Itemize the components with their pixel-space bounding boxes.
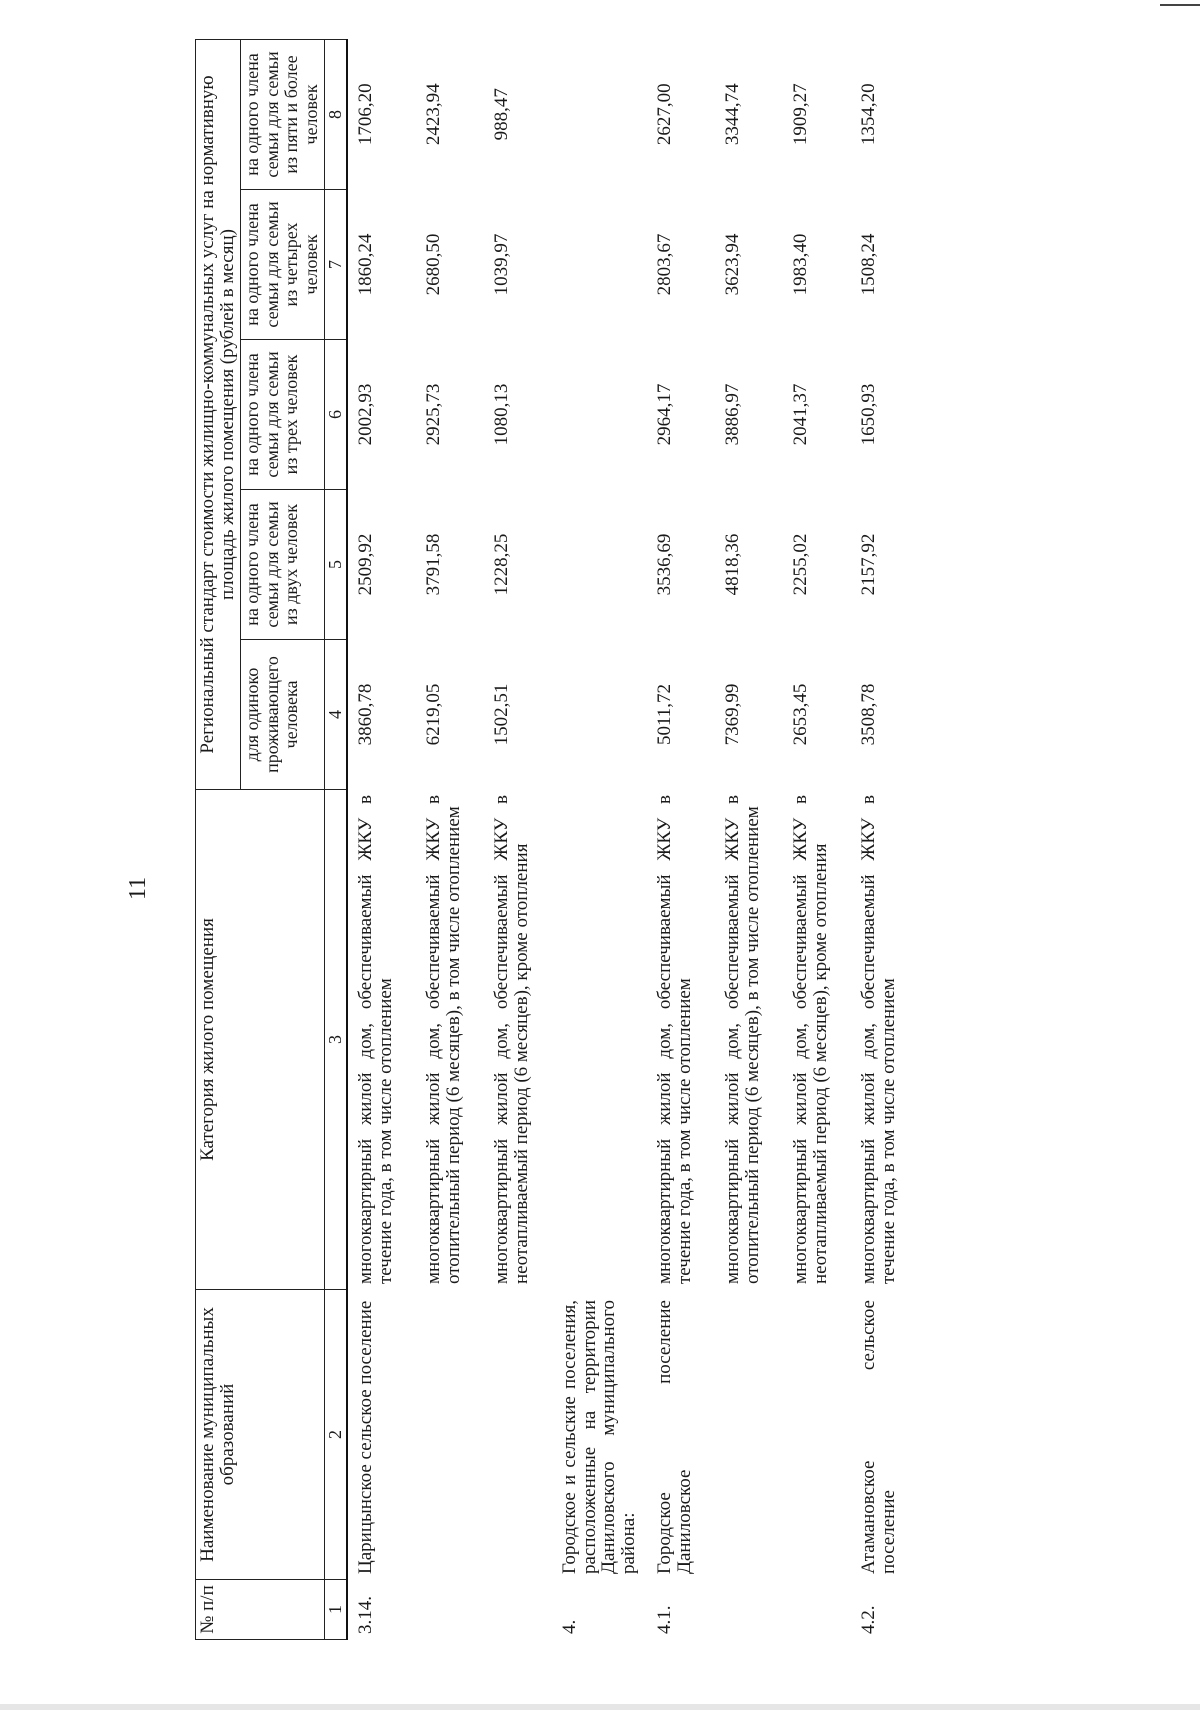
value-cell: 3536,69 [654, 533, 676, 596]
value-cell: 1080,13 [490, 383, 512, 446]
housing-category: многоквартирный жилой дом, обеспечиваемый ЖКУ в неотапливаемый период (6 месяцев), кроме отопления [490, 795, 532, 1284]
housing-category: многоквартирный жилой дом, обеспечиваемый ЖКУ в отопительный период (6 месяцев), в том числе отоплением [422, 795, 464, 1284]
value-cell: 988,47 [490, 88, 512, 141]
housing-standard-table [195, 39, 925, 1640]
value-cell [558, 40, 654, 190]
value-cell: 6219,05 [422, 683, 444, 746]
table-row [422, 40, 490, 1640]
value-cell: 2653,45 [790, 683, 812, 746]
value-cell: 3623,94 [722, 233, 744, 296]
housing-category: многоквартирный жилой дом, обеспечиваемый ЖКУ в течение года, в том числе отоплением [654, 795, 696, 1284]
table-row [347, 40, 422, 1640]
value-cell: 1508,24 [857, 233, 879, 296]
municipality-name [789, 1290, 857, 1580]
municipality-name: Городское и сельские поселения, расположенные на территории Даниловского муниципального района: [558, 1300, 640, 1574]
table-row [721, 40, 789, 1640]
value-cell: 1860,24 [354, 233, 376, 296]
header-subcol: на одного члена семьи для семьи из двух человек [240, 490, 324, 640]
row-number [789, 1580, 857, 1640]
row-number: 4.2. [857, 1605, 879, 1634]
value-cell: 3886,97 [722, 383, 744, 446]
value-cell: 2925,73 [422, 383, 444, 446]
value-cell [558, 190, 654, 340]
value-cell: 3860,78 [354, 683, 376, 746]
value-cell: 3344,74 [722, 83, 744, 146]
table-header [196, 40, 347, 1640]
header-subcol: на одного члена семьи для семьи из пяти и более человек [240, 40, 324, 190]
column-number: 2 [325, 1290, 347, 1580]
header-col-category: Категория жилого помещения [196, 790, 325, 1290]
value-cell: 3508,78 [857, 683, 879, 746]
value-cell: 3791,58 [422, 533, 444, 596]
header-subcol: на одного члена семьи для семьи из четырех человек [240, 190, 324, 340]
value-cell: 1909,27 [790, 83, 812, 146]
value-cell: 2002,93 [354, 383, 376, 446]
row-number: 3.14. [354, 1596, 376, 1634]
value-cell: 1983,40 [790, 233, 812, 296]
value-cell: 2627,00 [654, 83, 676, 146]
housing-category: многоквартирный жилой дом, обеспечиваемый ЖКУ в течение года, в том числе отоплением [857, 795, 899, 1284]
value-cell: 5011,72 [654, 683, 676, 746]
table-row [857, 40, 925, 1640]
row-number [721, 1580, 789, 1640]
rotated-page [110, 40, 1150, 1640]
housing-category: многоквартирный жилой дом, обеспечиваемый ЖКУ в отопительный период (6 месяцев), в том числе отоплением [722, 795, 764, 1284]
municipality-name: Царицынское сельское поселение [354, 1300, 376, 1574]
table-row [653, 40, 721, 1640]
housing-category [558, 790, 654, 1290]
value-cell: 2964,17 [654, 383, 676, 446]
value-cell [558, 340, 654, 490]
column-number: 5 [325, 490, 347, 640]
table-row [558, 40, 654, 1640]
header-col-name: Наименование муниципальных образований [196, 1290, 325, 1580]
value-cell: 2803,67 [654, 233, 676, 296]
column-number: 4 [325, 640, 347, 790]
page-number: 11 [125, 876, 151, 900]
column-number: 3 [325, 790, 347, 1290]
scan-edge [0, 1704, 1200, 1710]
column-number: 1 [325, 1580, 347, 1640]
column-number: 7 [325, 190, 347, 340]
municipality-name [721, 1290, 789, 1580]
row-number: 4. [558, 1619, 580, 1634]
housing-category: многоквартирный жилой дом, обеспечиваемый ЖКУ в течение года, в том числе отоплением [354, 795, 396, 1284]
table-body [347, 40, 925, 1640]
value-cell: 2255,02 [790, 533, 812, 596]
housing-category: многоквартирный жилой дом, обеспечиваемый ЖКУ в неотапливаемый период (6 месяцев), кроме отопления [790, 795, 832, 1284]
header-subcol: для одиноко проживающего человека [240, 640, 324, 790]
value-cell [558, 490, 654, 640]
column-number: 8 [325, 40, 347, 190]
value-cell: 2680,50 [422, 233, 444, 296]
value-cell: 2041,37 [790, 383, 812, 446]
municipality-name: Городское поселение Даниловское [654, 1300, 696, 1574]
value-cell: 2423,94 [422, 83, 444, 146]
table-row [490, 40, 558, 1640]
row-number: 4.1. [654, 1605, 676, 1634]
value-cell: 2157,92 [857, 533, 879, 596]
header-subcol: на одного члена семьи для семьи из трех человек [240, 340, 324, 490]
row-number [490, 1580, 558, 1640]
value-cell: 7369,99 [722, 683, 744, 746]
value-cell: 1354,20 [857, 83, 879, 146]
value-cell: 1706,20 [354, 83, 376, 146]
header-col-no: № п/п [196, 1580, 325, 1640]
municipality-name: Атамановское сельское поселение [857, 1300, 899, 1574]
municipality-name [422, 1290, 490, 1580]
column-number: 6 [325, 340, 347, 490]
value-cell: 1039,97 [490, 233, 512, 296]
row-number [422, 1580, 490, 1640]
table-row [789, 40, 857, 1640]
value-cell: 1650,93 [857, 383, 879, 446]
value-cell: 4818,36 [722, 533, 744, 596]
scan-corner-mark [1160, 4, 1200, 6]
value-cell: 2509,92 [354, 533, 376, 596]
value-cell: 1228,25 [490, 533, 512, 596]
value-cell: 1502,51 [490, 683, 512, 746]
header-group-title: Региональный стандарт стоимости жилищно-коммунальных услуг на нормативную площадь жилого помещения (рублей в месяц) [196, 40, 241, 790]
value-cell [558, 640, 654, 790]
municipality-name [490, 1290, 558, 1580]
